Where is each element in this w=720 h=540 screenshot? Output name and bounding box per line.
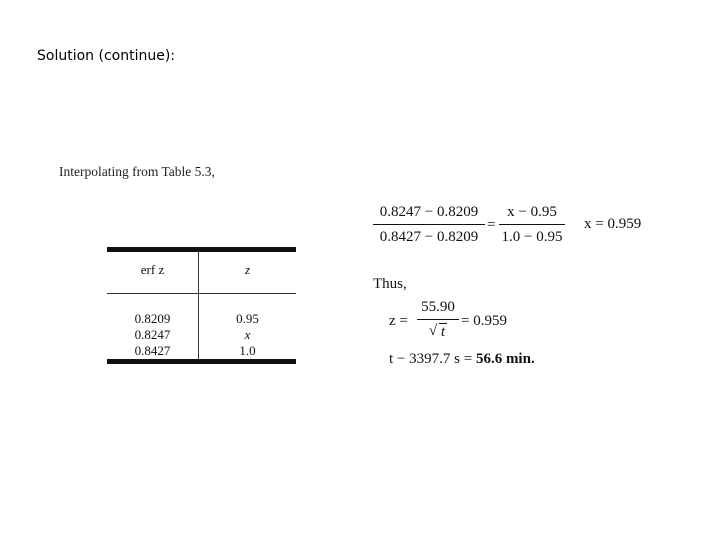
right-numerator: x − 0.95	[507, 204, 557, 220]
table-bottom-rule	[107, 359, 296, 364]
table-header-erf: erf z	[140, 262, 165, 277]
z-numerator: 55.90	[421, 299, 455, 315]
sqrt-symbol: √ t	[428, 323, 446, 340]
equals-sign: =	[487, 217, 496, 233]
interpolation-intro: Interpolating from Table 5.3,	[59, 164, 215, 179]
table-header-z: z	[244, 262, 251, 277]
table-cell: 0.8427	[134, 343, 171, 358]
table-cell: 0.95	[236, 311, 259, 326]
fraction-bar	[373, 224, 485, 225]
interpolation-result: x = 0.959	[584, 216, 642, 232]
table-cell: 1.0	[239, 343, 256, 358]
right-denominator: 1.0 − 0.95	[501, 229, 563, 245]
table-cell: 0.8209	[134, 311, 171, 326]
time-lhs: t − 3397.7 s =	[389, 351, 473, 367]
table-cell: x	[244, 327, 251, 342]
left-fraction	[373, 204, 485, 246]
time-equation	[389, 351, 535, 368]
left-denominator: 0.8427 − 0.8209	[379, 229, 479, 245]
table-column-erf	[107, 311, 198, 359]
fraction-bar	[417, 319, 459, 320]
thus-label: Thus,	[373, 276, 407, 292]
z-denominator	[417, 324, 459, 341]
right-fraction	[499, 204, 565, 246]
z-lhs: z =	[389, 313, 408, 329]
sqrt-argument: t	[440, 324, 446, 340]
z-fraction	[417, 299, 459, 341]
table-column-z	[199, 311, 296, 359]
table-cell: 0.8247	[134, 327, 171, 342]
erf-table	[107, 247, 296, 364]
table-top-rule	[107, 247, 296, 252]
fraction-bar	[499, 224, 565, 225]
table-header-rule	[107, 293, 296, 294]
slide-heading: Solution (continue):	[37, 48, 175, 64]
z-rhs: = 0.959	[461, 313, 507, 329]
time-result: 56.6 min.	[475, 351, 535, 367]
left-numerator: 0.8247 − 0.8209	[379, 204, 479, 220]
